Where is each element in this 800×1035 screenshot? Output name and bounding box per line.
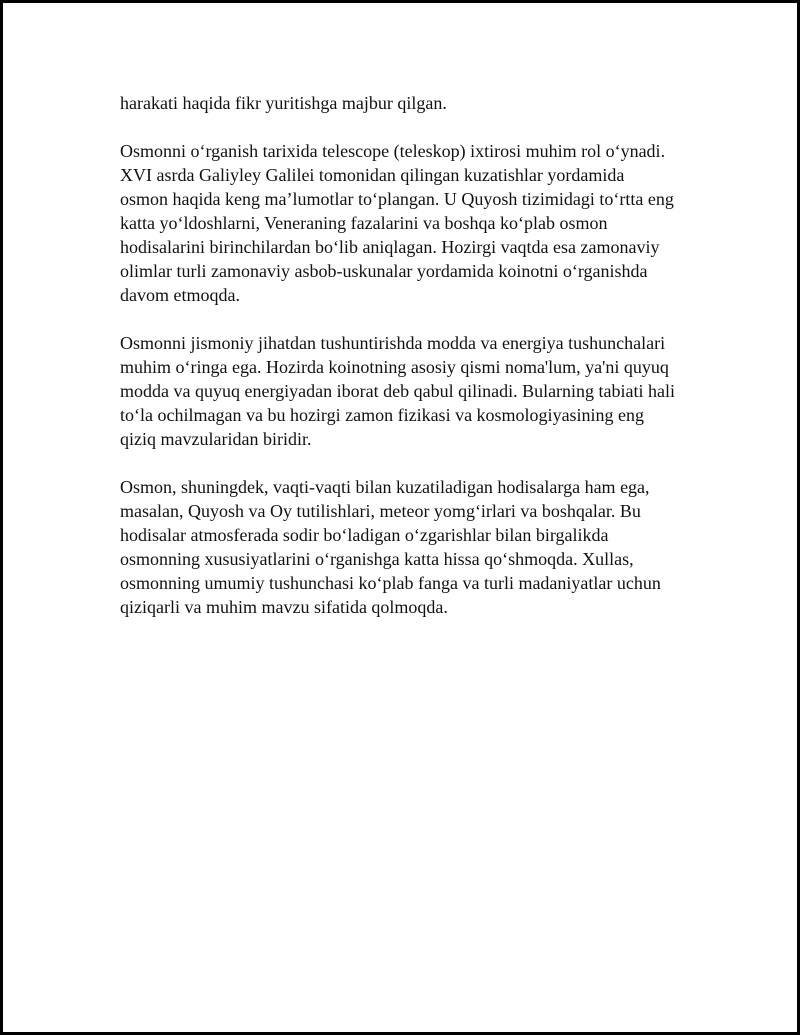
text-line: davom etmoqda. xyxy=(120,285,240,305)
text-line: Osmon, shuningdek, vaqti-vaqti bilan kuzatiladigan hodisalarga ham ega, xyxy=(120,477,650,497)
text-line: masalan, Quyosh va Oy tutilishlari, meteor yomg‘irlari va boshqalar. Bu xyxy=(120,501,641,521)
paragraph-1 xyxy=(120,91,700,115)
text-line: osmonning umumiy tushunchasi ko‘plab fanga va turli madaniyatlar uchun xyxy=(120,573,661,593)
text-line: muhim o‘ringa ega. Hozirda koinotning asosiy qismi noma'lum, ya'ni quyuq xyxy=(120,357,669,377)
text-line: to‘la ochilmagan va bu hozirgi zamon fizikasi va kosmologiyasining eng xyxy=(120,405,645,425)
text-line: Osmonni o‘rganish tarixida telescope (teleskop) ixtirosi muhim rol o‘ynadi. xyxy=(120,141,666,161)
text-line: katta yo‘ldoshlarni, Veneraning fazalarini va boshqa ko‘plab osmon xyxy=(120,213,608,233)
text-line: XVI asrda Galiyley Galilei tomonidan qilingan kuzatishlar yordamida xyxy=(120,165,625,185)
paragraph-3 xyxy=(120,331,700,451)
text-line: hodisalarini birinchilardan bo‘lib aniqlagan. Hozirgi vaqtda esa zamonaviy xyxy=(120,237,660,257)
text-line: qiziq mavzularidan biridir. xyxy=(120,429,312,449)
text-line: modda va quyuq energiyadan iborat deb qabul qilinadi. Bularning tabiati hali xyxy=(120,381,676,401)
text-line: olimlar turli zamonaviy asbob-uskunalar yordamida koinotni o‘rganishda xyxy=(120,261,648,281)
text-line: Osmonni jismoniy jihatdan tushuntirishda modda va energiya tushunchalari xyxy=(120,333,666,353)
text-line: osmon haqida keng ma’lumotlar to‘plangan. U Quyosh tizimidagi to‘rtta eng xyxy=(120,189,674,209)
text-line: osmonning xususiyatlarini o‘rganishga katta hissa qo‘shmoqda. Xullas, xyxy=(120,549,634,569)
text-line: qiziqarli va muhim mavzu sifatida qolmoqda. xyxy=(120,597,448,617)
document-body xyxy=(120,91,700,643)
text-line: harakati haqida fikr yuritishga majbur qilgan. xyxy=(120,93,447,113)
paragraph-4 xyxy=(120,475,700,619)
paragraph-2 xyxy=(120,139,700,307)
text-line: hodisalar atmosferada sodir bo‘ladigan o‘zgarishlar bilan birgalikda xyxy=(120,525,609,545)
